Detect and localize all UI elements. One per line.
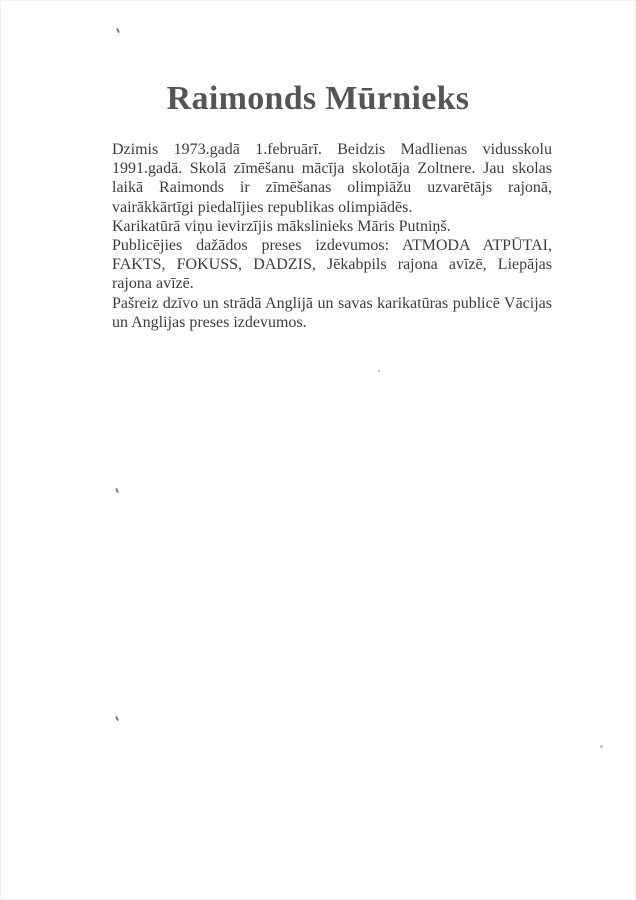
scan-speck — [115, 716, 119, 721]
scan-speck — [115, 488, 119, 493]
scan-speck — [378, 370, 380, 372]
paragraph-current: Pašreiz dzīvo un strādā Anglijā un savas karikatūras publicē Vācijas un Anglijas preses izdevumos. — [112, 294, 552, 331]
paragraph-biography: Dzimis 1973.gadā 1.februārī. Beidzis Madlienas vidusskolu 1991.gadā. Skolā zīmēšanu mācīja skolotāja Zoltnere. Jau skolas laikā Raimonds ir zīmēšanas olimpiāžu uzvarētājs rajonā, vairākkārtīgi piedalījies republikas olimpiādēs. — [112, 141, 552, 216]
scan-speck — [600, 745, 603, 748]
paragraph-mentor: Karikatūrā viņu ievirzījis mākslinieks Māris Putniņš. — [112, 217, 451, 235]
document-body — [112, 140, 552, 332]
paragraph-publications: Publicējies dažādos preses izdevumos: ATMODA ATPŪTAI, FAKTS, FOKUSS, DADZIS, Jēkabpils rajona avīzē, Liepājas rajona avīzē. — [112, 237, 552, 293]
document-title: Raimonds Mūrnieks — [166, 80, 470, 117]
scan-speck — [116, 28, 120, 33]
